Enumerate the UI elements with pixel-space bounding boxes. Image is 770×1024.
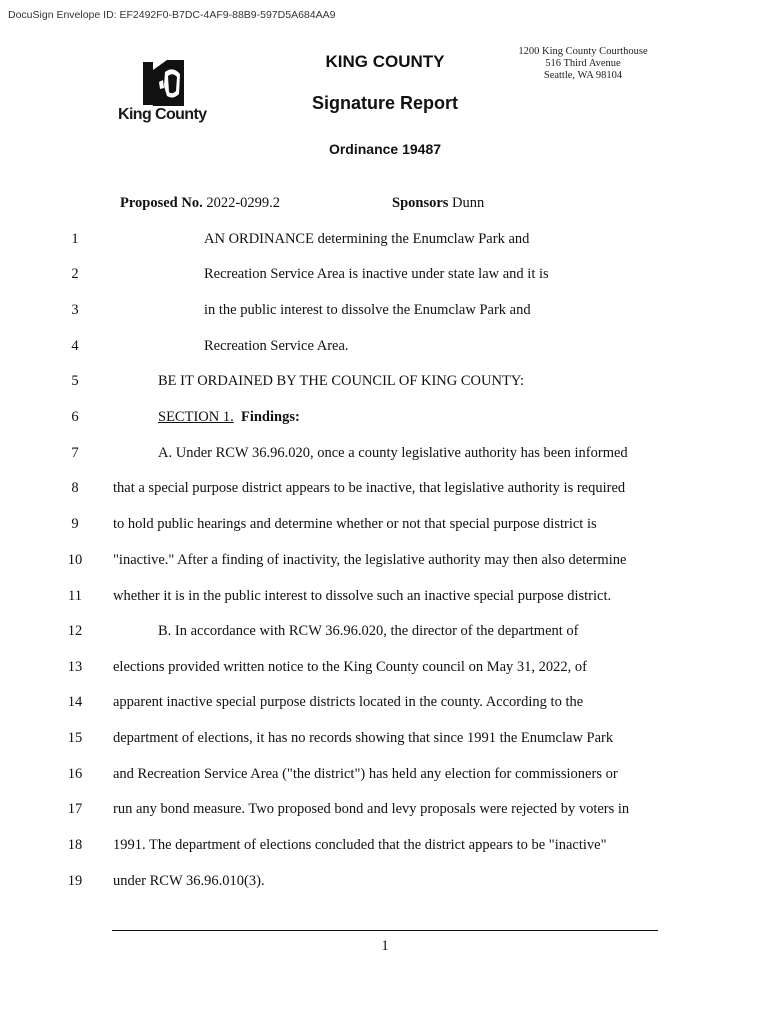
numbered-line bbox=[0, 371, 770, 391]
numbered-line bbox=[0, 336, 770, 356]
sponsors-label: Sponsors bbox=[392, 195, 449, 211]
line-number: 5 bbox=[71, 373, 79, 389]
ordinance-number: Ordinance 19487 bbox=[328, 141, 442, 157]
address-line: 1200 King County Courthouse bbox=[518, 46, 648, 57]
footer-rule bbox=[112, 930, 658, 931]
line-number: 3 bbox=[71, 302, 79, 318]
line-number: 12 bbox=[67, 623, 83, 639]
section-heading bbox=[158, 407, 300, 427]
line-number: 19 bbox=[67, 873, 83, 889]
numbered-line bbox=[0, 478, 770, 498]
numbered-line bbox=[0, 657, 770, 677]
address-line: 516 Third Avenue bbox=[545, 58, 621, 69]
page-number: 1 bbox=[381, 938, 389, 954]
numbered-line bbox=[0, 764, 770, 784]
address-line: Seattle, WA 98104 bbox=[543, 70, 623, 81]
numbered-line bbox=[0, 229, 770, 249]
line-number: 4 bbox=[71, 338, 79, 354]
section-number: SECTION 1. bbox=[158, 409, 234, 425]
line-number: 8 bbox=[71, 480, 79, 496]
line-text: run any bond measure. Two proposed bond and levy proposals were rejected by voters in bbox=[113, 801, 630, 817]
line-text: AN ORDINANCE determining the Enumclaw Park and bbox=[204, 231, 530, 247]
line-text: apparent inactive special purpose districts located in the county. According to the bbox=[113, 694, 584, 710]
numbered-line bbox=[0, 871, 770, 891]
line-number: 1 bbox=[71, 231, 79, 247]
proposed-number bbox=[120, 195, 280, 212]
numbered-line bbox=[0, 692, 770, 712]
line-text: in the public interest to dissolve the Enumclaw Park and bbox=[204, 302, 531, 318]
line-text: whether it is in the public interest to dissolve such an inactive special purpose district. bbox=[113, 588, 612, 604]
line-text: BE IT ORDAINED BY THE COUNCIL OF KING COUNTY: bbox=[158, 373, 524, 389]
line-number: 6 bbox=[71, 409, 79, 425]
numbered-line bbox=[0, 728, 770, 748]
numbered-line bbox=[0, 514, 770, 534]
line-text: to hold public hearings and determine whether or not that special purpose district is bbox=[113, 516, 597, 532]
numbered-line bbox=[0, 264, 770, 284]
line-number: 11 bbox=[68, 588, 82, 604]
numbered-line bbox=[0, 550, 770, 570]
line-text: elections provided written notice to the King County council on May 31, 2022, of bbox=[113, 659, 587, 675]
numbered-line bbox=[0, 300, 770, 320]
numbered-line bbox=[0, 586, 770, 606]
proposed-value: 2022-0299.2 bbox=[206, 195, 281, 211]
numbered-line bbox=[0, 407, 770, 427]
section-title: Findings: bbox=[240, 409, 300, 425]
line-number: 16 bbox=[67, 766, 83, 782]
line-number: 10 bbox=[67, 552, 83, 568]
line-text: A. Under RCW 36.96.020, once a county legislative authority has been informed bbox=[158, 445, 628, 461]
line-number: 13 bbox=[67, 659, 83, 675]
line-text: 1991. The department of elections concluded that the district appears to be "inactive" bbox=[113, 837, 607, 853]
numbered-line bbox=[0, 621, 770, 641]
line-text: under RCW 36.96.010(3). bbox=[113, 873, 265, 889]
numbered-line bbox=[0, 799, 770, 819]
sponsors-value: Dunn bbox=[452, 195, 485, 211]
line-number: 15 bbox=[67, 730, 83, 746]
courthouse-address bbox=[508, 46, 658, 82]
county-heading: KING COUNTY bbox=[325, 52, 445, 71]
line-text: and Recreation Service Area ("the district") has held any election for commissioners or bbox=[113, 766, 618, 782]
line-text: Recreation Service Area. bbox=[204, 338, 349, 354]
report-title: Signature Report bbox=[311, 93, 458, 113]
line-number: 18 bbox=[67, 837, 83, 853]
numbered-line bbox=[0, 443, 770, 463]
line-text: that a special purpose district appears to be inactive, that legislative authority is required bbox=[113, 480, 626, 496]
line-number: 7 bbox=[71, 445, 79, 461]
line-number: 2 bbox=[71, 266, 79, 282]
king-county-wordmark: King County bbox=[118, 106, 207, 123]
line-number: 14 bbox=[67, 694, 83, 710]
line-number: 17 bbox=[67, 801, 83, 817]
docusign-envelope-id: DocuSign Envelope ID: EF2492F0-B7DC-4AF9-88B9-597D5A684AA9 bbox=[8, 9, 336, 21]
numbered-line bbox=[0, 835, 770, 855]
sponsors bbox=[392, 195, 484, 212]
line-text: Recreation Service Area is inactive under state law and it is bbox=[204, 266, 549, 282]
line-text: "inactive." After a finding of inactivity, the legislative authority may then also determine bbox=[113, 552, 627, 568]
proposed-label: Proposed No. bbox=[120, 195, 203, 211]
line-number: 9 bbox=[71, 516, 79, 532]
line-text: department of elections, it has no records showing that since 1991 the Enumclaw Park bbox=[113, 730, 614, 746]
line-text: B. In accordance with RCW 36.96.020, the director of the department of bbox=[158, 623, 579, 639]
